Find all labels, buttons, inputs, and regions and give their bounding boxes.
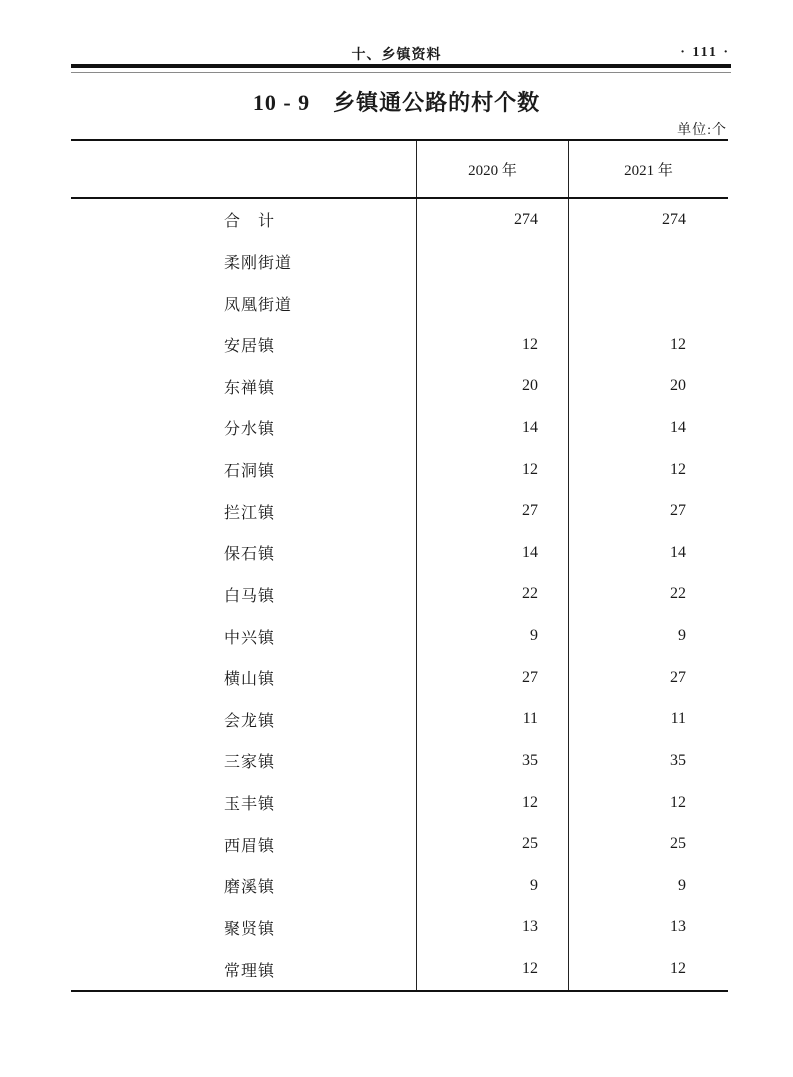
value-2020: 13 — [416, 907, 568, 949]
row-label: 常理镇 — [224, 962, 276, 980]
value-2020: 25 — [416, 823, 568, 865]
table-header-row — [71, 141, 728, 199]
value-2021 — [568, 282, 728, 324]
row-label: 聚贤镇 — [224, 920, 276, 938]
value-2021: 22 — [568, 574, 728, 616]
row-label: 东禅镇 — [224, 379, 276, 397]
value-2021: 11 — [568, 699, 728, 741]
table-body — [71, 199, 728, 990]
row-label: 三家镇 — [224, 754, 276, 772]
table-row — [71, 324, 728, 366]
value-2021: 27 — [568, 657, 728, 699]
row-label-cell — [71, 490, 416, 532]
value-2021: 14 — [568, 532, 728, 574]
row-label-cell — [71, 948, 416, 990]
table-row — [71, 948, 728, 990]
value-2021: 20 — [568, 366, 728, 408]
table-row — [71, 449, 728, 491]
value-2020: 12 — [416, 948, 568, 990]
row-label: 白马镇 — [224, 587, 276, 605]
head-rule-thin — [71, 72, 731, 73]
page-number: · 111 · — [680, 45, 730, 60]
row-label-cell — [71, 699, 416, 741]
row-label: 磨溪镇 — [224, 879, 276, 897]
row-label: 分水镇 — [224, 421, 276, 439]
statistics-table — [71, 139, 728, 992]
row-label-cell — [71, 407, 416, 449]
table-row — [71, 823, 728, 865]
row-label-cell — [71, 740, 416, 782]
row-label: 柔刚街道 — [224, 254, 293, 272]
row-label-cell — [71, 199, 416, 241]
value-2020: 12 — [416, 449, 568, 491]
row-label: 安居镇 — [224, 338, 276, 356]
row-label-cell — [71, 657, 416, 699]
table-row — [71, 574, 728, 616]
value-2020: 27 — [416, 657, 568, 699]
row-label-cell — [71, 823, 416, 865]
value-2021: 12 — [568, 324, 728, 366]
row-label-cell — [71, 782, 416, 824]
value-2020: 20 — [416, 366, 568, 408]
row-label-cell — [71, 282, 416, 324]
value-2020: 14 — [416, 407, 568, 449]
row-label: 拦江镇 — [224, 504, 276, 522]
header-col-2021: 2021 年 — [568, 141, 728, 197]
value-2020: 27 — [416, 490, 568, 532]
table-row — [71, 657, 728, 699]
table-title: 10 - 9 乡镇通公路的村个数 — [252, 90, 541, 115]
value-2020: 35 — [416, 740, 568, 782]
row-label: 石洞镇 — [224, 463, 276, 481]
table-row — [71, 407, 728, 449]
header-col-2020: 2020 年 — [416, 141, 568, 197]
value-2020: 22 — [416, 574, 568, 616]
row-label-cell — [71, 324, 416, 366]
value-2020 — [416, 241, 568, 283]
value-2021: 25 — [568, 823, 728, 865]
value-2021: 12 — [568, 449, 728, 491]
row-label-cell — [71, 574, 416, 616]
value-2021 — [568, 241, 728, 283]
row-label-cell — [71, 907, 416, 949]
row-label: 会龙镇 — [224, 712, 276, 730]
row-label-cell — [71, 615, 416, 657]
value-2021: 35 — [568, 740, 728, 782]
table-row — [71, 199, 728, 241]
table-row — [71, 907, 728, 949]
value-2020: 14 — [416, 532, 568, 574]
row-label-cell — [71, 366, 416, 408]
head-rule-thick — [71, 64, 731, 68]
table-row — [71, 740, 728, 782]
value-2021: 9 — [568, 865, 728, 907]
unit-note: 单位:个 — [677, 123, 727, 138]
value-2021: 9 — [568, 615, 728, 657]
table-row — [71, 366, 728, 408]
table-row — [71, 282, 728, 324]
value-2021: 12 — [568, 782, 728, 824]
row-label-cell — [71, 865, 416, 907]
table-row — [71, 241, 728, 283]
row-label: 玉丰镇 — [224, 796, 276, 814]
row-label: 合 计 — [224, 213, 276, 231]
value-2020: 12 — [416, 324, 568, 366]
row-label-cell — [71, 532, 416, 574]
row-label: 中兴镇 — [224, 629, 276, 647]
value-2020: 11 — [416, 699, 568, 741]
value-2021: 13 — [568, 907, 728, 949]
table-row — [71, 782, 728, 824]
value-2020: 9 — [416, 615, 568, 657]
table-row — [71, 865, 728, 907]
value-2020 — [416, 282, 568, 324]
row-label: 西眉镇 — [224, 837, 276, 855]
table-row — [71, 490, 728, 532]
row-label-cell — [71, 449, 416, 491]
row-label: 横山镇 — [224, 671, 276, 689]
value-2020: 12 — [416, 782, 568, 824]
row-label: 保石镇 — [224, 546, 276, 564]
value-2021: 27 — [568, 490, 728, 532]
table-row — [71, 615, 728, 657]
value-2021: 12 — [568, 948, 728, 990]
value-2020: 274 — [416, 199, 568, 241]
header-stub-cell — [71, 141, 416, 197]
value-2020: 9 — [416, 865, 568, 907]
row-label: 凤凰街道 — [224, 296, 293, 314]
table-row — [71, 532, 728, 574]
table-row — [71, 699, 728, 741]
value-2021: 274 — [568, 199, 728, 241]
value-2021: 14 — [568, 407, 728, 449]
row-label-cell — [71, 241, 416, 283]
running-head-section-title: 十、乡镇资料 — [351, 46, 442, 62]
